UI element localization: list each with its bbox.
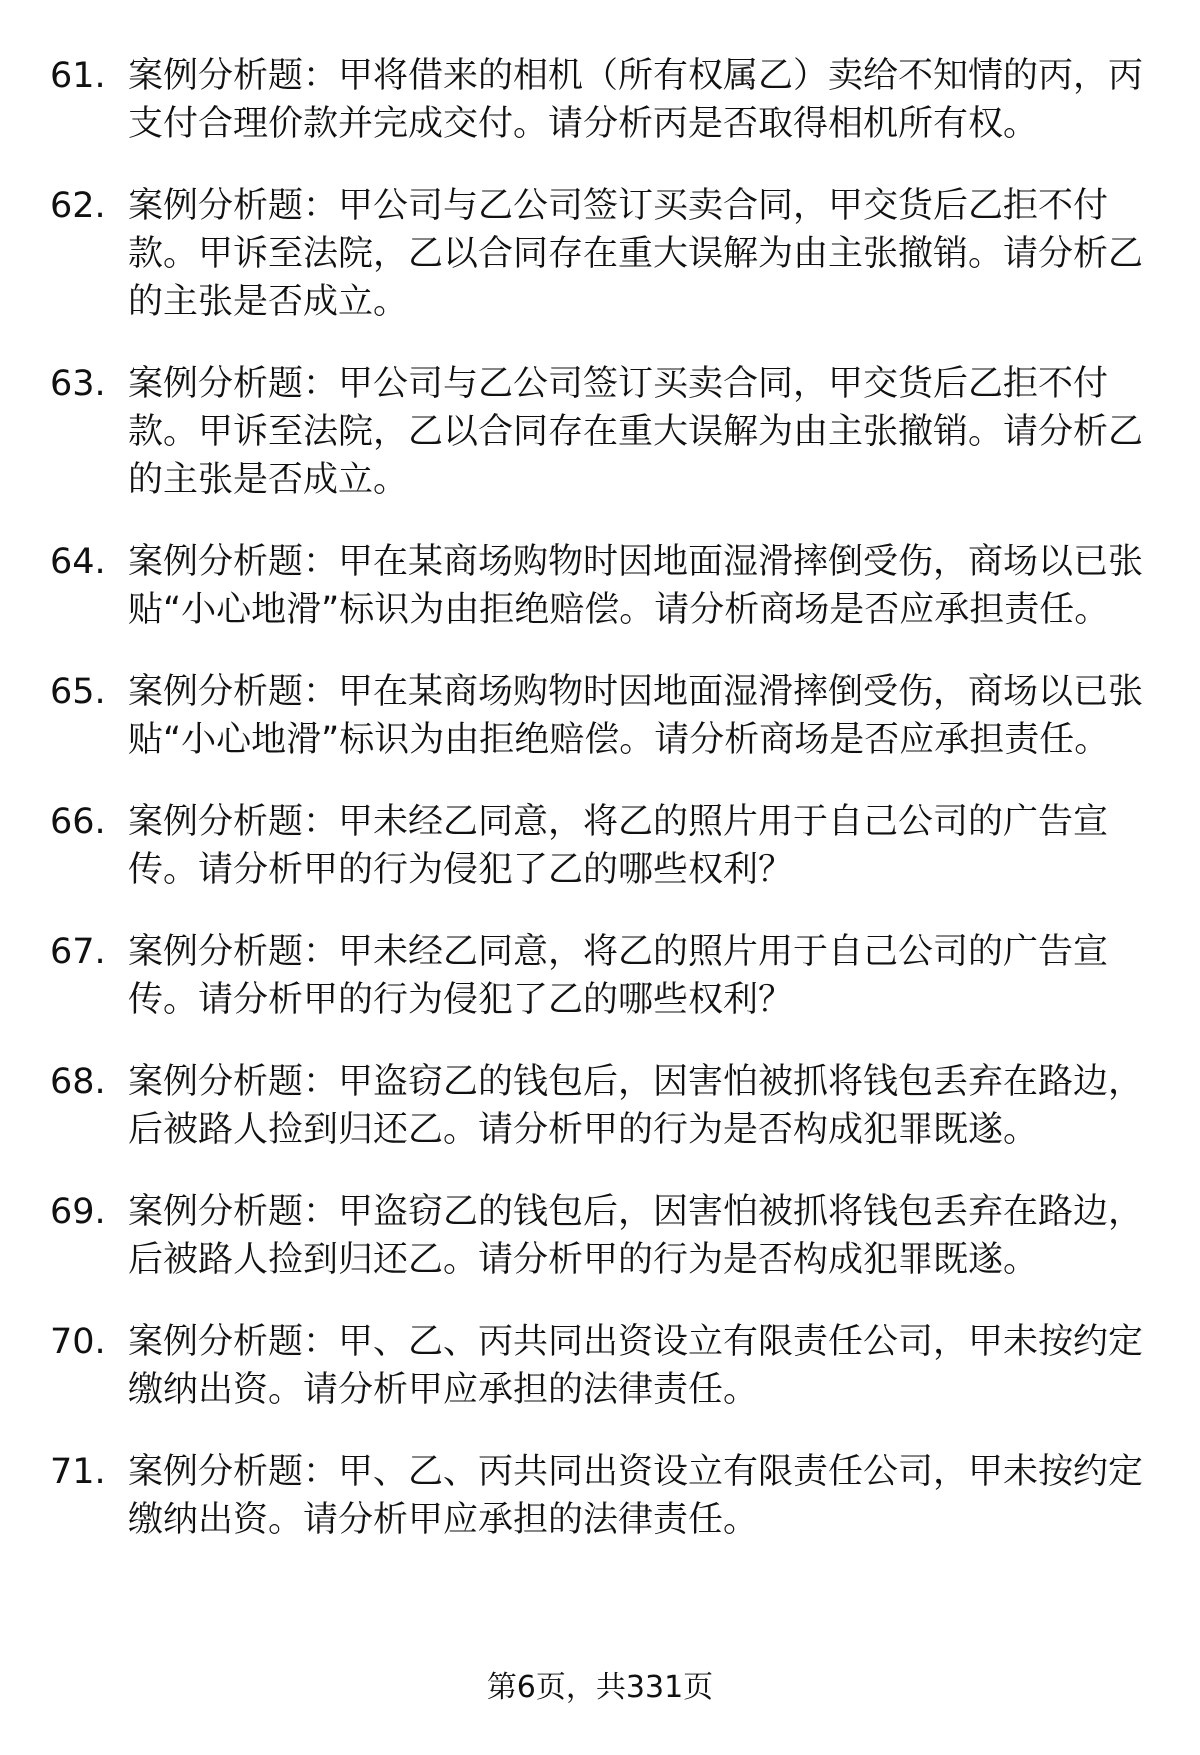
- question-text: 案例分析题：甲盗窃乙的钱包后，因害怕被抓将钱包丢弃在路边，后被路人捡到归还乙。请分析甲的行为是否构成犯罪既遂。: [128, 1062, 1144, 1150]
- question-text: 案例分析题：甲公司与乙公司签订买卖合同，甲交货后乙拒不付款。甲诉至法院，乙以合同存在重大误解为由主张撤销。请分析乙的主张是否成立。: [128, 186, 1144, 322]
- page-footer: 第6页，共331页: [486, 1670, 714, 1705]
- question-number: 68.: [50, 1062, 106, 1102]
- question-number: 63.: [50, 364, 106, 404]
- question-number: 71.: [50, 1452, 106, 1492]
- question-text: 案例分析题：甲、乙、丙共同出资设立有限责任公司，甲未按约定缴纳出资。请分析甲应承担的法律责任。: [128, 1322, 1144, 1410]
- question-number: 67.: [50, 932, 106, 972]
- question-item: [0, 538, 1200, 634]
- question-item: [0, 1058, 1200, 1154]
- question-text: 案例分析题：甲盗窃乙的钱包后，因害怕被抓将钱包丢弃在路边，后被路人捡到归还乙。请分析甲的行为是否构成犯罪既遂。: [128, 1192, 1144, 1280]
- question-text: 案例分析题：甲公司与乙公司签订买卖合同，甲交货后乙拒不付款。甲诉至法院，乙以合同存在重大误解为由主张撤销。请分析乙的主张是否成立。: [128, 364, 1144, 500]
- question-number: 64.: [50, 542, 106, 582]
- question-item: [0, 928, 1200, 1024]
- question-number: 65.: [50, 672, 106, 712]
- question-list: [0, 52, 1200, 1578]
- question-item: [0, 1448, 1200, 1544]
- question-number: 70.: [50, 1322, 106, 1362]
- question-item: [0, 52, 1200, 148]
- question-number: 69.: [50, 1192, 106, 1232]
- question-text: 案例分析题：甲未经乙同意，将乙的照片用于自己公司的广告宣传。请分析甲的行为侵犯了乙的哪些权利？: [128, 932, 1109, 1020]
- question-number: 61.: [50, 56, 106, 96]
- question-number: 62.: [50, 186, 106, 226]
- question-text: 案例分析题：甲在某商场购物时因地面湿滑摔倒受伤，商场以已张贴“小心地滑”标识为由拒绝赔偿。请分析商场是否应承担责任。: [128, 672, 1144, 760]
- question-text: 案例分析题：甲未经乙同意，将乙的照片用于自己公司的广告宣传。请分析甲的行为侵犯了乙的哪些权利？: [128, 802, 1109, 890]
- question-text: 案例分析题：甲在某商场购物时因地面湿滑摔倒受伤，商场以已张贴“小心地滑”标识为由拒绝赔偿。请分析商场是否应承担责任。: [128, 542, 1144, 630]
- question-item: [0, 182, 1200, 326]
- question-item: [0, 668, 1200, 764]
- question-text: 案例分析题：甲将借来的相机（所有权属乙）卖给不知情的丙，丙支付合理价款并完成交付。请分析丙是否取得相机所有权。: [128, 56, 1144, 144]
- question-item: [0, 1188, 1200, 1284]
- question-item: [0, 1318, 1200, 1414]
- question-item: [0, 798, 1200, 894]
- question-text: 案例分析题：甲、乙、丙共同出资设立有限责任公司，甲未按约定缴纳出资。请分析甲应承担的法律责任。: [128, 1452, 1144, 1540]
- question-item: [0, 360, 1200, 504]
- question-number: 66.: [50, 802, 106, 842]
